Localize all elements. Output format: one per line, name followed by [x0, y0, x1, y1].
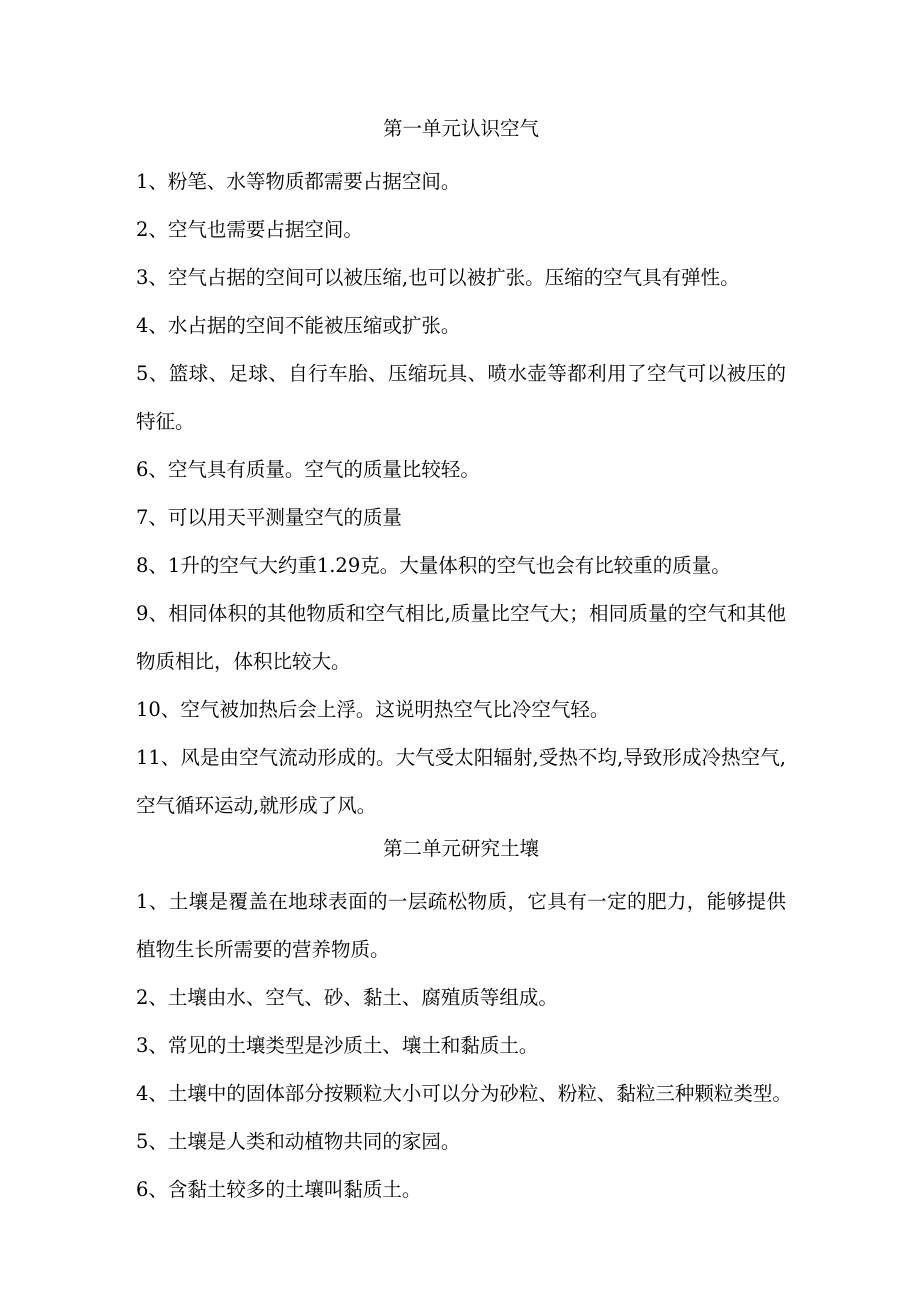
list-item: 4、水占据的空间不能被压缩或扩张。	[136, 314, 461, 337]
list-item: 8、1升的空气大约重1.29克。大量体积的空气也会有比较重的质量。	[136, 554, 731, 577]
document-content	[136, 110, 792, 1214]
list-item: 6、空气具有质量。空气的质量比较轻。	[136, 458, 480, 481]
list-item: 7、可以用天平测量空气的质量	[136, 506, 402, 529]
list-item: 9、相同体积的其他物质和空气相比,质量比空气大；相同质量的空气和其他物质相比，体积比较大。	[136, 602, 786, 673]
list-item: 3、常见的土壤类型是沙质土、壤土和黏质土。	[136, 1034, 539, 1057]
list-item: 2、土壤由水、空气、砂、黏土、腐殖质等组成。	[136, 986, 558, 1009]
section-air	[136, 110, 786, 830]
list-item: 5、篮球、足球、自行车胎、压缩玩具、喷水壶等都利用了空气可以被压的特征。	[136, 362, 786, 433]
list-item: 5、土壤是人类和动植物共同的家园。	[136, 1130, 461, 1153]
list-item: 1、粉笔、水等物质都需要占据空间。	[136, 170, 461, 193]
list-item: 3、空气占据的空间可以被压缩,也可以被扩张。压缩的空气具有弹性。	[136, 266, 740, 289]
list-item: 11、风是由空气流动形成的。大气受太阳辐射,受热不均,导致形成冷热空气,空气循环运动,就形成了风。	[136, 746, 786, 817]
list-item: 10、空气被加热后会上浮。这说明热空气比冷空气轻。	[136, 698, 610, 721]
section-title: 第一单元认识空气	[382, 117, 539, 140]
list-item: 1、土壤是覆盖在地球表面的一层疏松物质，它具有一定的肥力，能够提供植物生长所需要的营养物质。	[136, 890, 786, 961]
list-item: 4、土壤中的固体部分按颗粒大小可以分为砂粒、粉粒、黏粒三种颗粒类型。	[136, 1082, 792, 1105]
section-title: 第二单元研究土壤	[382, 837, 539, 860]
list-item: 6、含黏土较多的土壤叫黏质土。	[136, 1178, 422, 1201]
list-item: 2、空气也需要占据空间。	[136, 218, 363, 241]
section-soil	[136, 830, 792, 1214]
